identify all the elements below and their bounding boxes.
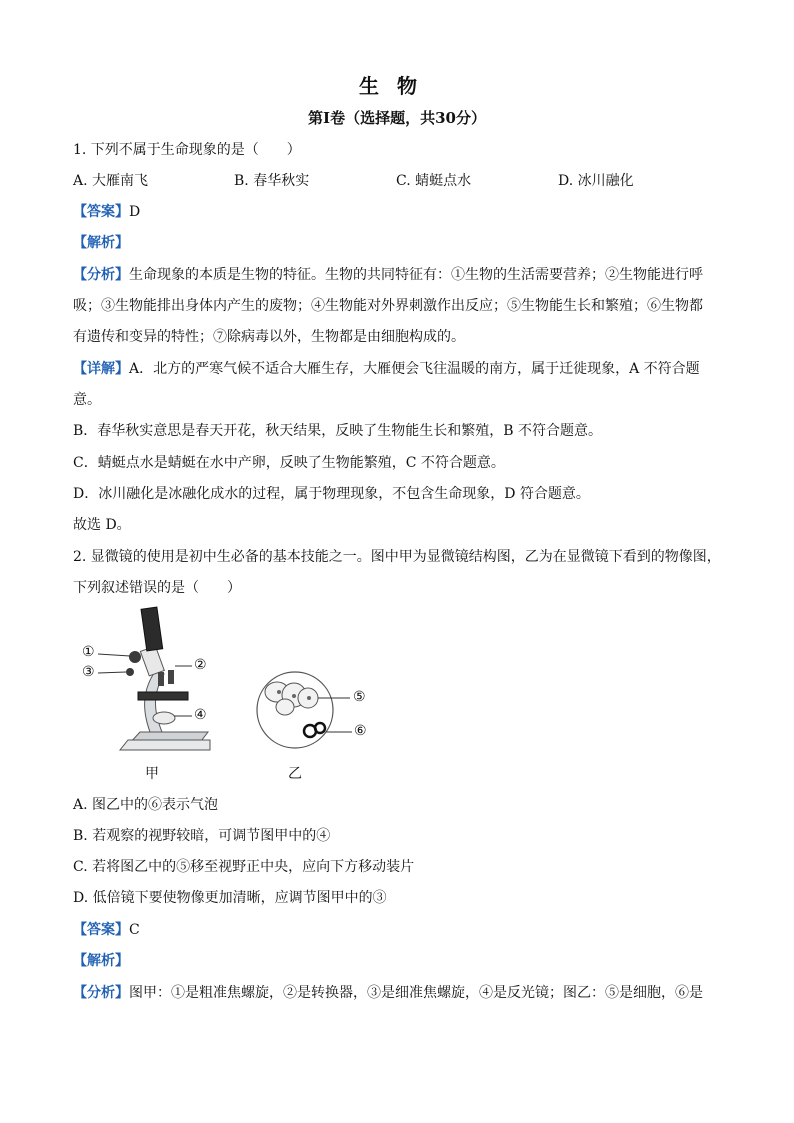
answer-value: D xyxy=(129,204,141,220)
label-3: ③ xyxy=(82,664,95,680)
section-title: 第Ⅰ卷（选择题，共30分） xyxy=(308,109,486,127)
q1-stem: 1. 下列不属于生命现象的是（ ） xyxy=(73,142,301,158)
q2-option-d: D. 低倍镜下要使物像更加清晰，应调节图甲中的③ xyxy=(73,890,387,906)
answer-tag: 【答案】 xyxy=(73,204,129,220)
xiangjie-tag: 【详解】 xyxy=(73,361,129,377)
q1-conclusion: 故选 D。 xyxy=(73,517,131,533)
fenxi-text: 生命现象的本质是生物的特征。生物的共同特征有：①生物的生活需要营养；②生物能进行呼 xyxy=(129,267,703,283)
q2-stem-line-1: 2. 显微镜的使用是初中生必备的基本技能之一。图中甲为显微镜结构图，乙为在显微镜下看到的物像图， xyxy=(73,549,721,565)
label-5: ⑤ xyxy=(353,689,366,705)
q1-xiangjie-line-2: 意。 xyxy=(73,392,101,408)
label-6: ⑥ xyxy=(354,723,367,739)
analysis-tag: 【解析】 xyxy=(73,953,129,969)
caption-yi: 乙 xyxy=(288,766,302,782)
q2-option-b: B. 若观察的视野较暗，可调节图甲中的④ xyxy=(73,828,331,844)
q2-fenxi-line-1 xyxy=(73,983,723,1003)
q1-fenxi-line-3: 有遗传和变异的特性；⑦除病毒以外，生物都是由细胞构成的。 xyxy=(73,329,465,345)
page-title: 生物 xyxy=(359,74,435,98)
q1-xiangjie-line-4: C．蜻蜓点水是蜻蜓在水中产卵，反映了生物能繁殖，C 不符合题意。 xyxy=(73,455,505,471)
answer-value: C xyxy=(129,922,140,938)
q1-option-a: A. 大雁南飞 xyxy=(73,173,149,189)
fenxi-tag: 【分析】 xyxy=(73,985,129,1001)
q1-option-c: C. 蜻蜓点水 xyxy=(396,173,472,189)
microscope-figure xyxy=(80,600,380,785)
figure-graphic xyxy=(80,600,380,785)
q2-stem-line-2: 下列叙述错误的是（ ） xyxy=(73,580,241,596)
label-2: ② xyxy=(194,657,207,673)
field-of-view-drawing xyxy=(257,672,333,748)
q1-xiangjie-line-3: B．春华秋实意思是春天开花，秋天结果，反映了生物能生长和繁殖，B 不符合题意。 xyxy=(73,423,603,439)
xiangjie-text: A．北方的严寒气候不适合大雁生存，大雁便会飞往温暖的南方，属于迁徙现象，A 不符合题 xyxy=(129,361,700,377)
q2-answer xyxy=(73,920,723,940)
answer-tag: 【答案】 xyxy=(73,922,129,938)
microscope-drawing xyxy=(120,607,210,750)
analysis-tag: 【解析】 xyxy=(73,235,129,251)
q1-answer xyxy=(73,202,723,222)
fenxi-tag: 【分析】 xyxy=(73,267,129,283)
q1-fenxi-line-1 xyxy=(73,265,723,285)
q1-fenxi-line-2: 吸；③生物能排出身体内产生的废物；④生物能对外界刺激作出反应；⑤生物能生长和繁殖；⑥生物都 xyxy=(73,298,703,314)
q1-analysis-heading xyxy=(73,233,723,253)
label-4: ④ xyxy=(194,707,207,723)
caption-jia: 甲 xyxy=(145,766,159,782)
q2-option-a: A. 图乙中的⑥表示气泡 xyxy=(73,797,219,813)
q1-option-d: D. 冰川融化 xyxy=(558,173,634,189)
q2-option-c: C. 若将图乙中的⑤移至视野正中央，应向下方移动装片 xyxy=(73,859,415,875)
q1-option-b: B. 春华秋实 xyxy=(234,173,310,189)
q1-xiangjie-line-5: D．冰川融化是冰融化成水的过程，属于物理现象，不包含生命现象，D 符合题意。 xyxy=(73,486,590,502)
q1-xiangjie-line-1 xyxy=(73,359,723,379)
label-1: ① xyxy=(82,644,95,660)
fenxi-text: 图甲：①是粗准焦螺旋，②是转换器，③是细准焦螺旋，④是反光镜；图乙：⑤是细胞，⑥是 xyxy=(129,985,703,1001)
q2-analysis-heading xyxy=(73,951,723,971)
